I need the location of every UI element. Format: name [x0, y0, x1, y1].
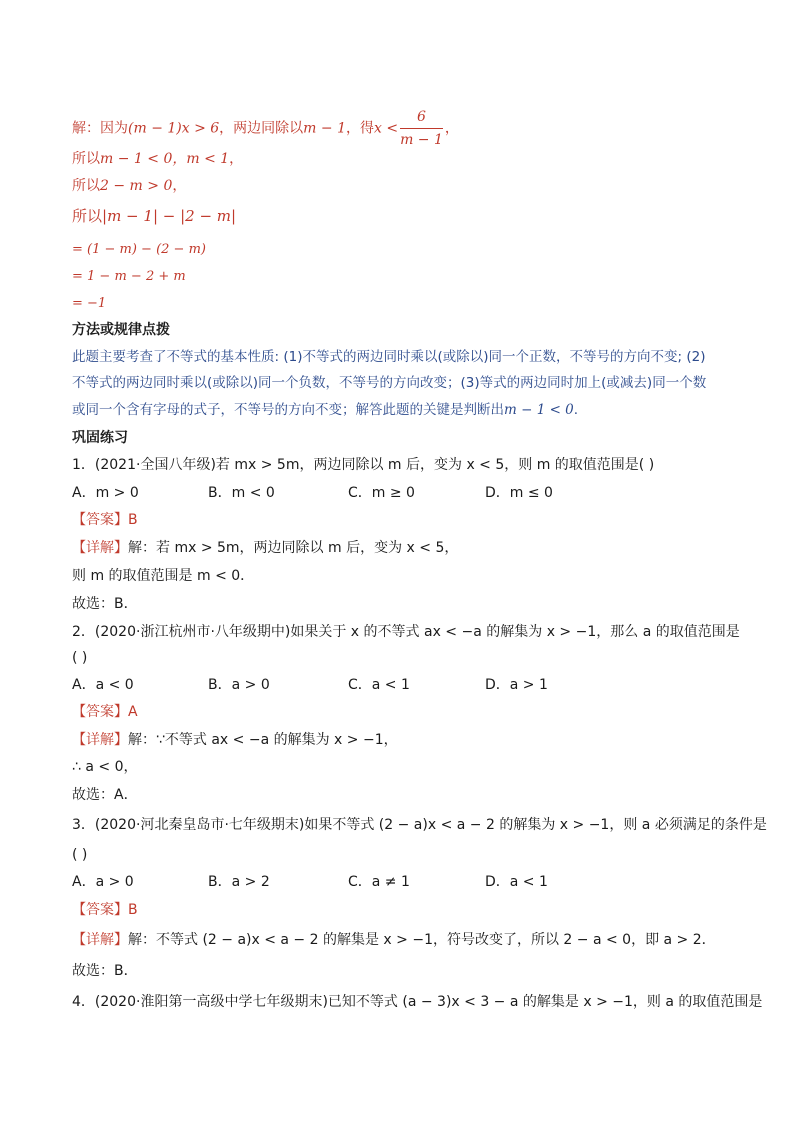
- question-2-stem-2: ( ): [72, 650, 88, 666]
- fraction: [400, 106, 443, 151]
- solution-text: ，: [229, 151, 244, 167]
- question-2-choose: 故选：A．: [72, 787, 138, 803]
- question-1-answer: [72, 510, 138, 530]
- answer-value: B: [128, 512, 138, 528]
- question-2-option-b: B．a > 0: [208, 677, 270, 693]
- answer-label: 【答案】: [72, 704, 128, 720]
- fraction-denominator: m − 1: [400, 132, 443, 148]
- question-2-option-c: C．a < 1: [348, 677, 410, 693]
- question-2-detail-2: ∴ a < 0，: [72, 759, 138, 775]
- question-4-stem: 4．(2020·淮阳第一高级中学七年级期末)已知不等式 (a − 3)x < 3 − a 的解集是 x > −1，则 a 的取值范围是: [72, 994, 763, 1010]
- detail-text: 解：不等式 (2 − a)x < a − 2 的解集是 x > −1，符号改变了，所以 2 − a < 0，即 a > 2．: [128, 932, 716, 948]
- solution-text: 所以: [72, 178, 100, 194]
- question-1-detail-2: 则 m 的取值范围是 m < 0．: [72, 568, 255, 584]
- question-2-option-d: D．a > 1: [485, 677, 548, 693]
- question-3-stem-2: ( ): [72, 847, 88, 863]
- solution-text: ，: [444, 120, 459, 137]
- detail-text: 解：∵不等式 ax < −a 的解集为 x > −1，: [128, 732, 398, 748]
- solution-text: 所以: [72, 207, 103, 225]
- answer-value: B: [128, 902, 138, 918]
- math-expr: |m − 1| − |2 − m|: [102, 207, 237, 225]
- answer-label: 【答案】: [72, 902, 128, 918]
- question-3-detail: [72, 930, 716, 950]
- method-paragraph-line-1: 此题主要考查了不等式的基本性质: (1)不等式的两边同时乘以(或除以)同一个正数，不等号的方向不变; (2): [72, 349, 706, 365]
- question-1-stem: 1．(2021·全国八年级)若 mx > 5m，两边同除以 m 后，变为 x < 5，则 m 的取值范围是( ): [72, 457, 655, 473]
- question-3-option-a: A．a > 0: [72, 874, 134, 890]
- question-1-choose: 故选：B．: [72, 596, 138, 612]
- question-3-answer: [72, 900, 138, 920]
- solution-text: ，得: [346, 120, 374, 137]
- solution-line-3: [72, 176, 186, 196]
- solution-text: 所以: [72, 151, 100, 167]
- detail-text: 解：若 mx > 5m，两边同除以 m 后，变为 x < 5，: [128, 540, 459, 556]
- question-1-option-a: A．m > 0: [72, 485, 139, 501]
- math-expr: m − 1 < 0，m < 1: [100, 151, 230, 167]
- solution-line-5: = (1 − m) − (2 − m): [72, 242, 206, 257]
- solution-line-4: [72, 206, 236, 226]
- solution-line-7: = −1: [72, 296, 107, 311]
- detail-label: 【详解】: [72, 540, 128, 556]
- math-expr: 2 − m > 0: [100, 178, 173, 194]
- math-expr: (m − 1)x > 6: [128, 120, 220, 137]
- detail-label: 【详解】: [72, 732, 128, 748]
- fraction-numerator: 6: [400, 106, 443, 129]
- question-3-choose: 故选：B．: [72, 963, 138, 979]
- method-text: 或同一个含有字母的式子，不等号的方向不变；解答此题的关键是判断出: [72, 402, 504, 418]
- question-3-stem: 3．(2020·河北秦皇岛市·七年级期末)如果不等式 (2 − a)x < a − 2 的解集为 x > −1，则 a 必须满足的条件是: [72, 817, 767, 833]
- solution-text: ，两边同除以: [219, 120, 304, 137]
- answer-value: A: [128, 704, 138, 720]
- math-expr: x <: [374, 120, 399, 137]
- practice-heading: 巩固练习: [72, 430, 128, 446]
- question-2-answer: [72, 702, 138, 722]
- method-paragraph-line-3: [72, 400, 578, 420]
- question-3-option-b: B．a > 2: [208, 874, 270, 890]
- question-1-detail: [72, 538, 458, 558]
- question-2-stem: 2．(2020·浙江杭州市·八年级期中)如果关于 x 的不等式 ax < −a 的解集为 x > −1，那么 a 的取值范围是: [72, 624, 740, 640]
- solution-text: 解：因为: [72, 120, 128, 137]
- question-1-option-d: D．m ≤ 0: [485, 485, 553, 501]
- question-1-option-b: B．m < 0: [208, 485, 275, 501]
- question-1-option-c: C．m ≥ 0: [348, 485, 415, 501]
- solution-line-6: = 1 − m − 2 + m: [72, 269, 186, 284]
- solution-line-2: [72, 149, 243, 169]
- question-2-option-a: A．a < 0: [72, 677, 134, 693]
- question-3-option-c: C．a ≠ 1: [348, 874, 410, 890]
- method-heading: 方法或规律点拨: [72, 322, 170, 338]
- solution-line-1: [72, 106, 459, 151]
- question-3-option-d: D．a < 1: [485, 874, 548, 890]
- method-paragraph-line-2: 不等式的两边同时乘以(或除以)同一个负数，不等号的方向改变；(3)等式的两边同时加上(或减去)同一个数: [72, 375, 707, 391]
- method-text: .: [573, 402, 579, 418]
- solution-text: ，: [172, 178, 187, 194]
- detail-label: 【详解】: [72, 932, 128, 948]
- math-expr: m − 1 < 0: [504, 402, 574, 418]
- question-2-detail: [72, 730, 398, 750]
- answer-label: 【答案】: [72, 512, 128, 528]
- math-expr: m − 1: [303, 120, 346, 137]
